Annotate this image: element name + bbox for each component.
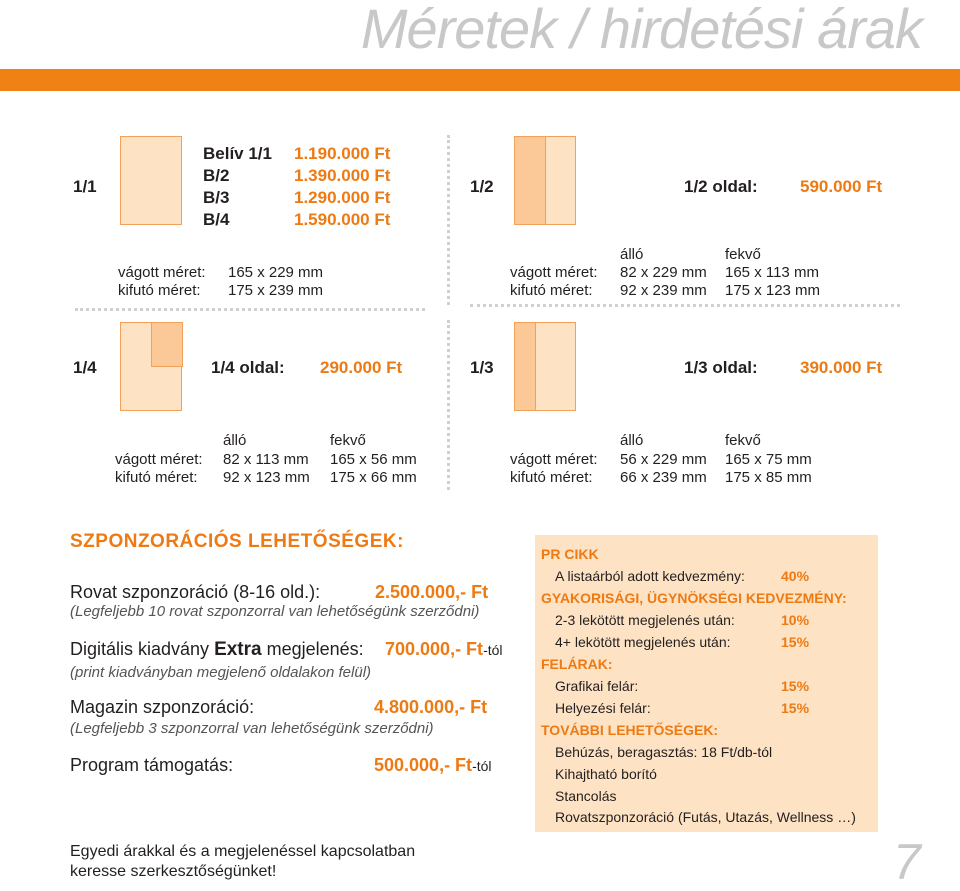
- pr-surcharge-label: Helyezési felár:: [555, 700, 651, 716]
- contact-line-2: keresse szerkesztőségünket!: [70, 863, 277, 880]
- format-code-quarter: 1/4: [73, 358, 97, 377]
- price-suffix: -tól: [472, 758, 492, 774]
- full-page-diagram: [120, 136, 182, 225]
- bleed-size-label: kifutó méret:: [510, 469, 593, 486]
- pr-surcharge-value: 15%: [781, 678, 810, 694]
- sponsorship-heading: SZPONZORÁCIÓS LEHETŐSÉGEK:: [70, 531, 404, 552]
- column-landscape: fekvő: [330, 432, 366, 449]
- quarter-page-diagram: [120, 322, 182, 411]
- bleed-size-landscape: 175 x 85 mm: [725, 469, 812, 486]
- edition-name: B/4: [203, 210, 230, 229]
- format-code-full: 1/1: [73, 177, 97, 196]
- column-landscape: fekvő: [725, 432, 761, 449]
- pr-surcharge-label: Grafikai felár:: [555, 678, 639, 694]
- quarter-page-price: 290.000 Ft: [320, 358, 403, 377]
- contact-line-1: Egyedi árakkal és a megjelenéssel kapcsolatban: [70, 843, 416, 860]
- bleed-size-label: kifutó méret:: [115, 469, 198, 486]
- format-code-third: 1/3: [470, 358, 494, 377]
- quarter-page-highlight: [151, 322, 183, 367]
- bleed-size-upright: 92 x 239 mm: [620, 282, 707, 299]
- cut-size-upright: 82 x 229 mm: [620, 264, 707, 281]
- sponsorship-item-note: (Legfeljebb 3 szponzorral van lehetőségünk szerződni): [70, 720, 434, 737]
- bleed-size-landscape: 175 x 66 mm: [330, 469, 417, 486]
- page-title: Méretek / hirdetési árak: [360, 0, 922, 60]
- bleed-size-upright: 66 x 239 mm: [620, 469, 707, 486]
- half-page-price: 590.000 Ft: [800, 177, 883, 196]
- sponsorship-item-note: (print kiadványban megjelenő oldalakon felül): [70, 664, 372, 681]
- edition-name: B/3: [203, 188, 230, 207]
- bleed-size-upright: 92 x 123 mm: [223, 469, 310, 486]
- pr-agency-heading: GYAKORISÁGI, ÜGYNÖKSÉGI KEDVEZMÉNY:: [541, 590, 847, 606]
- sponsorship-item-price: 4.800.000,- Ft: [374, 697, 488, 717]
- third-page-diagram: [514, 322, 576, 411]
- half-page-label: 1/2 oldal:: [684, 177, 758, 196]
- edition-price: 1.290.000 Ft: [294, 188, 391, 207]
- bleed-size-label: kifutó méret:: [118, 282, 201, 299]
- page-number: 7: [893, 834, 921, 890]
- third-page-price: 390.000 Ft: [800, 358, 883, 377]
- half-page-diagram: [514, 136, 576, 225]
- vertical-divider-top: [447, 135, 450, 305]
- cut-size-upright: 82 x 113 mm: [223, 451, 309, 468]
- cut-size-label: vágott méret:: [510, 264, 598, 281]
- sponsorship-item-label: Rovat szponzoráció (8-16 old.):: [70, 582, 321, 602]
- pr-agency-label: 4+ lekötött megjelenés után:: [555, 634, 731, 650]
- half-page-highlight: [514, 136, 546, 225]
- edition-name: Belív 1/1: [203, 144, 272, 163]
- third-page-highlight: [514, 322, 536, 411]
- cut-size-label: vágott méret:: [118, 264, 206, 281]
- horizontal-divider-right: [470, 304, 900, 307]
- column-upright: álló: [223, 432, 247, 449]
- sponsorship-item-label: Magazin szponzoráció:: [70, 697, 255, 717]
- cut-size-landscape: 165 x 56 mm: [330, 451, 417, 468]
- cut-size-label: vágott méret:: [115, 451, 203, 468]
- column-upright: álló: [620, 246, 644, 263]
- bleed-size-label: kifutó méret:: [510, 282, 593, 299]
- pr-more-heading: TOVÁBBI LEHETŐSÉGEK:: [541, 722, 719, 738]
- edition-price: 1.390.000 Ft: [294, 166, 391, 185]
- horizontal-divider-left: [75, 308, 425, 311]
- label-rest: megjelenés:: [261, 639, 364, 659]
- label-prefix: Digitális kiadvány: [70, 639, 215, 659]
- format-code-half: 1/2: [470, 177, 494, 196]
- pr-more-item: Behúzás, beragasztás: 18 Ft/db-tól: [555, 744, 773, 760]
- column-landscape: fekvő: [725, 246, 761, 263]
- sponsorship-item-note: (Legfeljebb 10 rovat szponzorral van lehetőségünk szerződni): [70, 603, 480, 620]
- bleed-size-landscape: 175 x 123 mm: [725, 282, 821, 299]
- sponsorship-item-label: Program támogatás:: [70, 755, 234, 775]
- sponsorship-item-price: 2.500.000,- Ft: [375, 582, 489, 602]
- column-upright: álló: [620, 432, 644, 449]
- orange-header-bar: [0, 69, 960, 91]
- price-suffix: -tól: [483, 642, 503, 658]
- edition-price: 1.590.000 Ft: [294, 210, 391, 229]
- cut-size-value: 165 x 229 mm: [228, 264, 324, 281]
- pr-more-item: Rovatszponzoráció (Futás, Utazás, Wellness …): [555, 809, 856, 825]
- pr-agency-value: 15%: [781, 634, 810, 650]
- pr-agency-label: 2-3 lekötött megjelenés után:: [555, 612, 735, 628]
- cut-size-landscape: 165 x 113 mm: [725, 264, 819, 281]
- edition-name: B/2: [203, 166, 230, 185]
- pr-more-item: Stancolás: [555, 788, 617, 804]
- contact-note: [70, 842, 415, 882]
- pr-surcharge-value: 15%: [781, 700, 810, 716]
- quarter-page-label: 1/4 oldal:: [211, 358, 285, 377]
- cut-size-landscape: 165 x 75 mm: [725, 451, 812, 468]
- sponsorship-item-price: [385, 639, 503, 660]
- pr-more-item: Kihajtható borító: [555, 766, 657, 782]
- price-value: 500.000,- Ft: [374, 755, 473, 775]
- pr-discount-label: A listaárból adott kedvezmény:: [555, 568, 745, 584]
- sponsorship-item-label: [70, 639, 364, 661]
- edition-price: 1.190.000 Ft: [294, 144, 391, 163]
- price-value: 700.000,- Ft: [385, 639, 484, 659]
- cut-size-label: vágott méret:: [510, 451, 598, 468]
- pr-heading: PR CIKK: [541, 546, 599, 562]
- pr-agency-value: 10%: [781, 612, 810, 628]
- bleed-size-value: 175 x 239 mm: [228, 282, 324, 299]
- sponsorship-item-price: [374, 755, 492, 776]
- cut-size-upright: 56 x 229 mm: [620, 451, 707, 468]
- label-extra: Extra: [214, 639, 262, 660]
- third-page-label: 1/3 oldal:: [684, 358, 758, 377]
- pr-discount-value: 40%: [781, 568, 810, 584]
- vertical-divider-middle: [447, 320, 450, 490]
- pr-surcharge-heading: FELÁRAK:: [541, 656, 613, 672]
